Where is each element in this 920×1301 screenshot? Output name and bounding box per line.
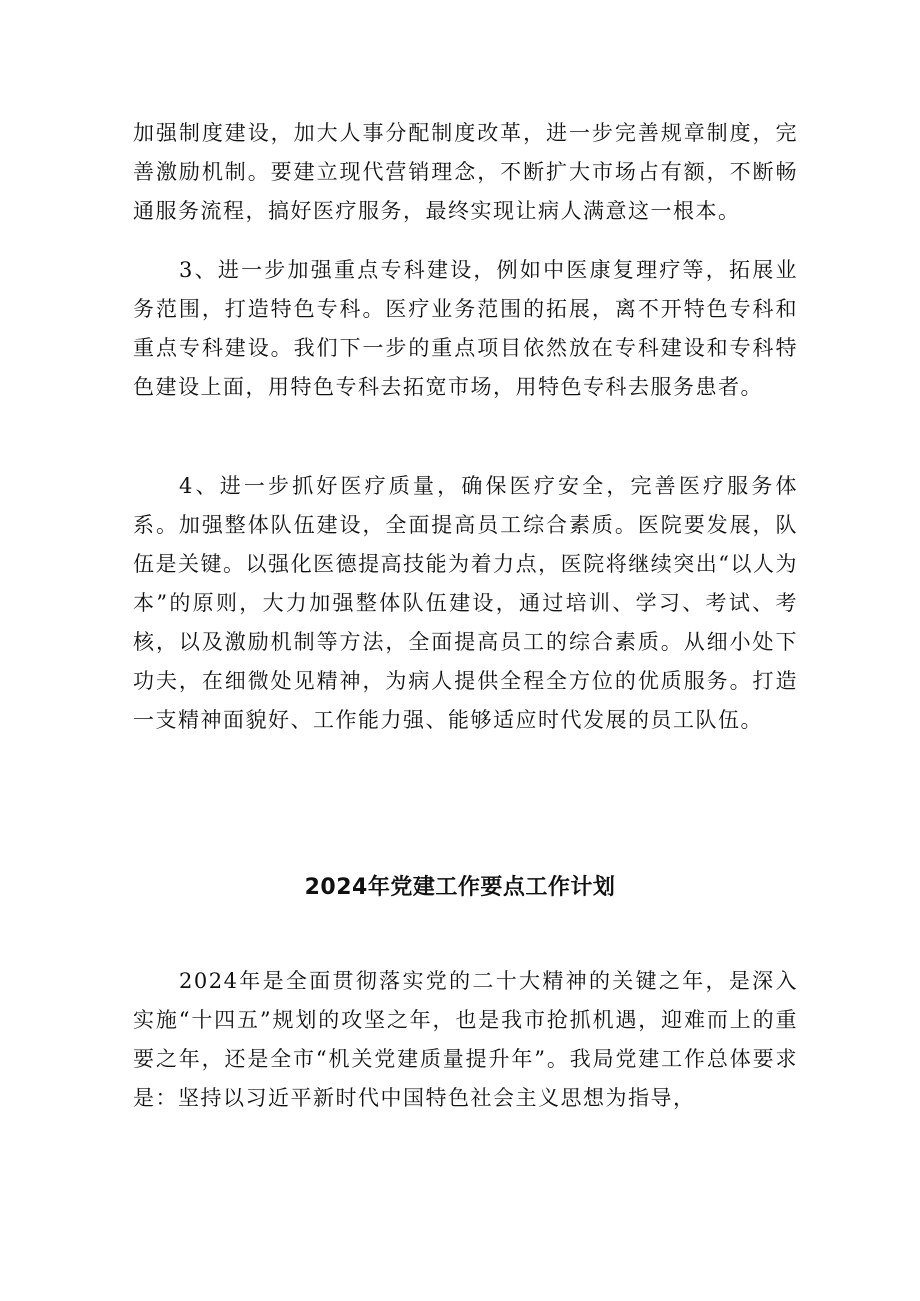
section-title: 2024年党建工作要点工作计划: [304, 875, 616, 900]
item-3-paragraph: 3、进一步加强重点专科建设，例如中医康复理疗等，拓展业务范围，打造特色专科。医疗业务范围的拓展，离不开特色专科和重点专科建设。我们下一步的重点项目依然放在专科建设和专科特色建设上面，用特色专科去拓宽市场，用特色专科去服务患者。: [133, 258, 798, 399]
continuation-paragraph: 加强制度建设，加大人事分配制度改革，进一步完善规章制度，完善激励机制。要建立现代营销理念，不断扩大市场占有额，不断畅通服务流程，搞好医疗服务，最终实现让病人满意这一根本。: [133, 121, 798, 223]
intro-paragraph: 2024年是全面贯彻落实党的二十大精神的关键之年，是深入实施“十四五”规划的攻坚之年，也是我市抢抓机遇，迎难而上的重要之年，还是全市“机关党建质量提升年”。我局党建工作总体要求是：坚持以习近平新时代中国特色社会主义思想为指导，: [133, 969, 798, 1110]
item-4-paragraph: 4、进一步抓好医疗质量，确保医疗安全，完善医疗服务体系。加强整体队伍建设，全面提高员工综合素质。医院要发展，队伍是关键。以强化医德提高技能为着力点，医院将继续突出“以人为本”的原则，大力加强整体队伍建设，通过培训、学习、考试、考核，以及激励机制等方法，全面提高员工的综合素质。从细小处下功夫，在细微处见精神，为病人提供全程全方位的优质服务。打造一支精神面貌好、工作能力强、能够适应时代发展的员工队伍。: [133, 474, 798, 732]
